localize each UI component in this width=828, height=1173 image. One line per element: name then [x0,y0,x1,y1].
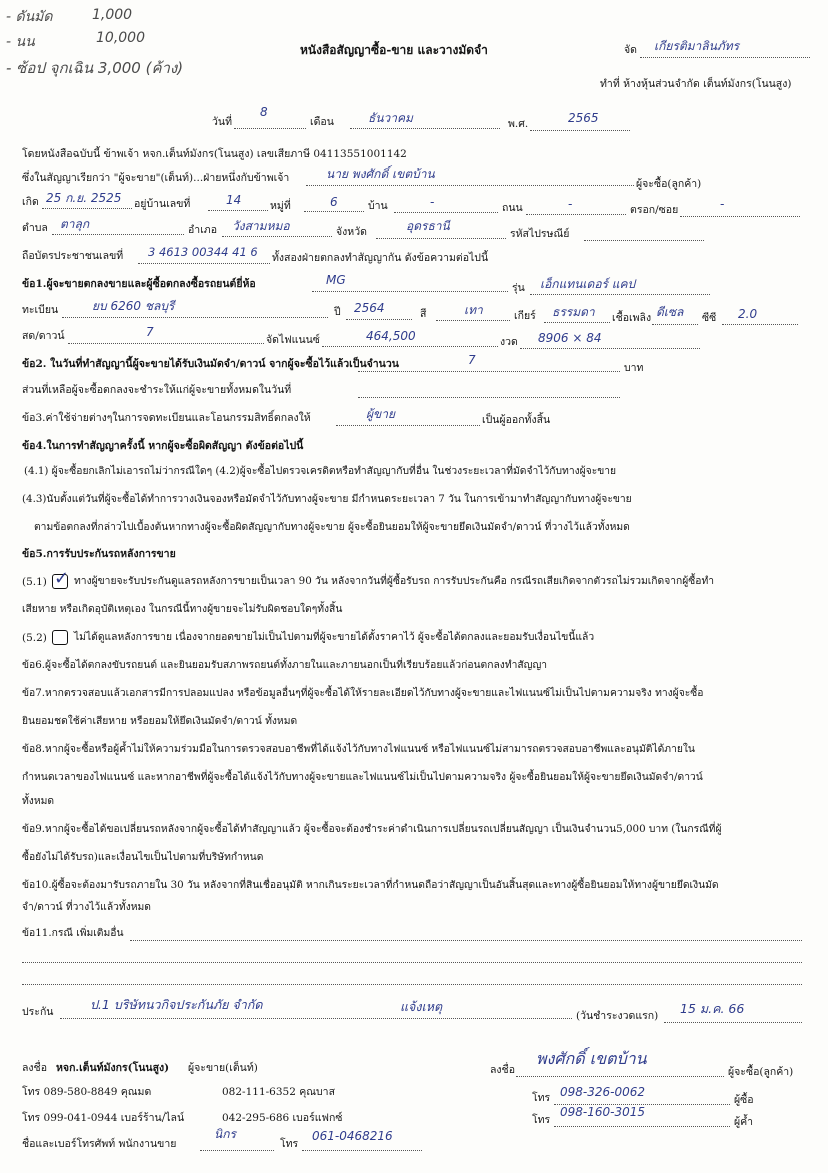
zip-line [584,240,704,241]
amphoe-label: อำเภอ [188,224,218,236]
car-plate: ยบ 6260 ชลบุรี [92,299,175,313]
plate-line [62,317,328,318]
down-label: สด/ดาวน์ [22,330,65,342]
note-line2-value: 10,000 [96,30,145,46]
clause8-text-cont: กำหนดเวลาของไฟแนนซ์ และหากอาชีพที่ผู้จะซื้อได้แจ้งไว้กับทางผู้จะขายและไฟแนนซ์ไม่เป็นไปตามความจริง ผู้จะซื้อยินยอมให้ผู้จะขายยึดเงินมัดจำ/ดาวน์ [22,771,703,783]
day-line [234,128,306,129]
house-value: 14 [226,193,242,207]
car-fuel: ดีเซล [656,305,684,319]
down-value: 7 [146,325,154,339]
clause4-1: (4.1) ผู้จะซื้อยกเลิกไม่เอารถไม่ว่ากรณีใดๆ (4.2)ผู้จะซื้อไปตรวจเครดิตหรือทำสัญญากับที่อื่น ในช่วงระยะเวลาที่มัดจำไว้กับทางผู้จะขาย [24,465,617,477]
village-label: บ้าน [368,200,388,212]
seller-tel-2: 082-111-6352 คุณบาส [222,1086,335,1098]
clause4-3b: ตามข้อตกลงที่กล่าวไปเบื้องต้นหากทางผู้จะซื้อผิดสัญญากับทางผู้จะขาย ผู้จะซื้อยินยอมให้ผู้จะขายยึดเงินมัดจำ/ดาวน์ ที่วางไว้แล้วทั้งหมด [34,521,630,533]
tambon-label: ตำบล [22,222,48,234]
staff-name: นิกร [214,1127,236,1141]
clause3-suffix: เป็นผู้ออกทั้งสิ้น [482,414,551,426]
gear-label: เกียร์ [514,310,536,322]
amphoe-value: วังสามหมอ [232,219,290,233]
car-year-line [346,319,412,320]
staff-label: ชื่อและเบอร์โทรศัพท์ พนักงานขาย [22,1138,177,1150]
buyer-sign-label: ลงชื่อ [490,1064,515,1076]
staff-tel: 061-0468216 [312,1129,393,1143]
clause5-2-text: ไม่ได้ดูแลหลังการขาย เนื่องจากยอดขายไม่เป็นไปตามที่ผู้จะขายได้ตั้งราคาไว้ ผู้จะซื้อได้ตกลงและยอมรับเงื่อนไขนี้แล้ว [74,631,595,643]
seller-sign-label: ลงชื่อ [22,1062,47,1074]
buyer-tel-label: โทร [532,1092,551,1104]
buyer-role: ผู้จะซื้อ(ลูกค้า) [728,1066,794,1078]
seller-name: หจก.เต็นท์มังกร(โนนสูง) [56,1062,170,1074]
cc-label: ซีซี [702,312,717,324]
clause9-text-cont: ซื้อยังไม่ได้รับรถ)และเงื่อนไขเป็นไปตามที่บริษัทกำหนด [22,851,264,863]
guarantor-role: ผู้ค้ำ [734,1116,754,1128]
year-value: 2565 [568,111,599,125]
seller-tel-3: โทร 099-041-0944 เบอร์ร้าน/ไลน์ [22,1112,185,1124]
village-value: - [430,195,435,209]
clause11-line3 [22,984,802,985]
id-line [138,263,270,264]
buyer-signature: พงศักดิ์ เขตบ้าน [536,1049,647,1068]
clause2-text: ข้อ2. ในวันที่ทำสัญญานี้ผู้จะขายได้รับเงินมัดจำ/ดาวน์ จากผู้จะซื้อไว้แล้วเป็นจำนวน [22,358,399,370]
tambon-value: ตาลุก [60,217,90,231]
clause11-line1 [130,940,802,941]
clause5-heading: ข้อ5.การรับประกันรถหลังการขาย [22,548,176,560]
gear-line [544,322,610,323]
clause11-text: ข้อ11.กรณี เพิ่มเติมอื่น [22,927,124,939]
moo-value: 6 [330,195,338,209]
parties-intro: โดยหนังสือฉบับนี้ ข้าพเจ้า หจก.เต็นท์มังกร(โนนสูง) เลขเสียภาษี 0411355100114​2 [22,148,407,160]
first-payment-line [664,1022,802,1023]
note-line1-value: 1,000 [92,7,133,23]
zip-label: รหัสไปรษณีย์ [510,228,570,240]
clause8-text: ข้อ8.หากผู้จะซื้อหรือผู้ค้ำไม่ให้ความร่วมมือในการตรวจสอบอาชีพที่ได้แจ้งไว้กับทางไฟแนนซ์ หรือไฟแนนซ์ไม่สามารถตรวจสอบอาชีพและอนุมัติได้ภายใน [22,743,695,755]
car-gear: ธรรมดา [552,305,595,319]
car-brand: MG [326,273,346,287]
guarantor-tel: 098-160-3015 [560,1105,646,1119]
installment-value: 8906 × 84 [538,331,602,345]
clause5-1-text: ทางผู้ขายจะรับประกันดูแลรถหลังการขายเป็นเวลา 90 วัน หลังจากวันที่ผู้ซื้อรับรถ การรับประกันคือ กรณีรถเสียเกิดจากตัวรถไม่รวมเกิดจากผู้ซื้อทำ [74,575,715,587]
road-label: ถนน [502,202,523,214]
installment-line [520,348,700,349]
village-line [394,212,498,213]
car-model: เอ็กแทนเดอร์ แคป [540,277,636,291]
year-label: พ.ศ. [508,118,529,130]
model-label: รุ่น [512,282,525,294]
moo-line [304,211,364,212]
seller-tel-4: 042-295-686 เบอร์แฟกซ์ [222,1112,343,1124]
born-line [42,208,132,209]
guarantor-tel-line [554,1126,730,1127]
first-payment-label: (วันชำระงวดแรก) [576,1010,659,1022]
province-line [376,238,506,239]
id-label: ถือบัตรประชาชนเลขที่ [22,250,124,262]
soi-label: ตรอก/ซอย [630,204,679,216]
house-line [208,210,268,211]
house-label: อยู่บ้านเลขที่ [134,198,191,210]
brand-line [312,291,508,292]
clause8-text-end: ทั้งหมด [22,795,55,807]
insurance-label: ประกัน [22,1006,54,1018]
clause5-1-number: (5.1) [22,576,47,588]
staff-name-line [200,1150,274,1151]
seller-tel-1: โทร 089-580-8849 คุณมด [22,1086,152,1098]
note-line1-label: - ดันมัด [6,9,53,25]
clause11-line2 [22,962,802,963]
branch-line [640,57,810,58]
installment-label: งวด [500,336,518,348]
insurance-line [60,1018,572,1019]
clause7-text: ข้อ7.หากตรวจสอบแล้วเอกสารมีการปลอมแปลง หรือข้อมูลอื่นๆที่ผู้จะซื้อได้ให้รายละเอียดไว้กับทางผู้จะขายและไฟแนนซ์ไม่เป็นไปตามความจริง ทางผู้จะซื้อ [22,687,704,699]
cc-line [722,324,798,325]
soi-value: - [720,197,725,211]
day-label: วันที่ [212,116,232,128]
clause2-balance-line [358,397,620,398]
clause2-balance-text: ส่วนที่เหลือผู้จะซื้อตกลงจะชำระให้แก่ผู้จะขายทั้งหมดในวันที่ [22,384,292,396]
id-suffix: ทั้งสองฝ่ายตกลงทำสัญญากัน ดังข้อความต่อไปนี้ [272,252,489,264]
year-line [530,130,630,131]
born-label: เกิด [22,196,39,208]
clause5-1-text-cont: เสียหาย หรือเกิดอุบัติเหตุเอง ในกรณีนี้ทางผู้ขายจะไม่รับผิดชอบใดๆทั้งสิ้น [22,603,343,615]
car-year: 2564 [354,301,385,315]
color-label: สี [420,308,427,320]
note-line2-label: - นน [6,34,35,50]
clause1-text: ข้อ1.ผู้จะขายตกลงขายและผู้ซื้อตกลงซื้อรถยนต์ยี่ห้อ [22,278,256,290]
staff-tel-label: โทร [280,1138,299,1150]
clause5-1-checkbox[interactable] [52,568,70,589]
road-value: - [568,197,573,211]
first-payment-date: 15 ม.ค. 66 [680,1001,745,1016]
clause2-amount: 7 [468,353,476,367]
clause2-amount-line [358,371,620,372]
finance-value: 464,500 [366,329,416,343]
province-value: อุดรธานี [406,219,450,233]
clause3-party-line [336,425,480,426]
month-label: เดือน [310,116,334,128]
buyer-sign-line [516,1076,724,1077]
insurance-note: แจ้งเหตุ [400,999,443,1014]
buyer-name: นาย พงศักดิ์ เขตบ้าน [326,167,435,181]
document-title: หนังสือสัญญาซื้อ-ขาย และวางมัดจำ [300,43,488,57]
car-cc: 2.0 [738,307,758,321]
clause4-heading: ข้อ4.ในการทำสัญญาครั้งนี้ หากผู้จะซื้อผิดสัญญา ดังข้อต่อไปนี้ [22,440,304,452]
buyer-tel: 098-326-0062 [560,1085,646,1099]
amphoe-line [222,236,332,237]
month-value: ธันวาคม [368,111,413,125]
province-label: จังหวัด [336,226,367,238]
clause4-3a: (4.3)นับตั้งแต่วันที่ผู้จะซื้อได้ทำการวางเงินจองหรือมัดจำไว้กับทางผู้จะขาย มีกำหนดระยะเวลา 7 วัน ในการเข้ามาทำสัญญากับทางผู้จะขาย [22,493,632,505]
year-field-label: ปี [334,306,341,318]
car-color: เทา [464,303,483,317]
staff-tel-line [302,1150,422,1151]
soi-line [680,216,800,217]
branch-value: เกียรติมาลินภัทร [654,39,740,53]
tambon-line [52,234,184,235]
insurance-company: ป.1 บริษัทนวกิจประกันภัย จำกัด [90,997,263,1012]
buyer-name-line [306,185,634,186]
plate-label: ทะเบียน [22,304,59,316]
fuel-label: เชื้อเพลิง [612,312,652,324]
seller-role: ผู้จะขาย(เต็นท์) [188,1062,258,1074]
finance-label: จัดไฟแนนซ์ [266,334,320,346]
branch-label: จัด [624,44,637,56]
clause3-text: ข้อ3.ค่าใช้จ่ายต่างๆในการจดทะเบียนและโอนกรรมสิทธิ์ตกลงให้ [22,412,311,424]
buyer-role-label: ผู้จะซื้อ(ลูกค้า) [636,178,702,190]
color-line [436,320,510,321]
parties-seller-text: ซึ่งในสัญญาเรียกว่า "ผู้จะขาย"(เต็นท์)...ฝ่ายหนึ่งกับข้าพเจ้า [22,172,290,184]
id-value: 3 4613 00344 41 6 [148,245,258,259]
clause7-text-cont: ยินยอมชดใช้ค่าเสียหาย หรือยอมให้ยึดเงินมัดจำ/ดาวน์ ทั้งหมด [22,715,298,727]
clause6-text: ข้อ6.ผู้จะซื้อได้ตกลงขับรถยนต์ และยินยอมรับสภาพรถยนต์ทั้งภายในและภายนอกเป็นที่เรียบร้อยแล้วก่อนตกลงทำสัญญา [22,659,547,671]
clause5-2-checkbox[interactable] [52,630,68,645]
clause9-text: ข้อ9.หากผู้จะซื้อได้ขอเปลี่ยนรถหลังจากผู้จะซื้อได้ทำสัญญาแล้ว ผู้จะซื้อจะต้องชำระค่าดำเนินการเปลี่ยนรถเปลี่ยนสัญญา เป็นเงินจำนวน5,000 บาท (ในกรณีที่ผู้ [22,823,722,835]
clause2-baht: บาท [624,362,644,374]
born-value: 25 ก.ย. 2525 [46,191,122,205]
moo-label: หมู่ที่ [270,200,291,212]
month-line [350,128,500,129]
down-line [68,343,264,344]
checkmark-icon: ✓ [54,568,70,589]
contract-place: ทำที่ ห้างหุ้นส่วนจำกัด เต็นท์มังกร(โนนสูง) [600,78,792,90]
note-line3: - ซ้อป จุกเฉิน 3,000 (ค้าง) [6,59,184,77]
clause10-text-cont: จำ/ดาวน์ ที่วางไว้แล้วทั้งหมด [22,901,151,913]
model-line [530,294,710,295]
fuel-line [652,324,698,325]
clause10-text: ข้อ10.ผู้ซื้อจะต้องมารับรถภายใน 30 วัน หลังจากที่สินเชื่ออนุมัติ หากเกินระยะเวลาที่กำหนดถือว่าสัญญาเป็นอันสิ้นสุดและทางผู้ซื้อยินยอมให้ทางผู้ขายยึดเงินมัด [22,879,719,891]
road-line [526,214,626,215]
guarantor-tel-label: โทร [532,1114,551,1126]
day-value: 8 [260,105,268,119]
clause5-2-number: (5.2) [22,632,47,644]
finance-line [322,346,498,347]
clause3-party: ผู้ขาย [366,407,396,421]
buyer-role-2: ผู้ซื้อ [734,1094,754,1106]
